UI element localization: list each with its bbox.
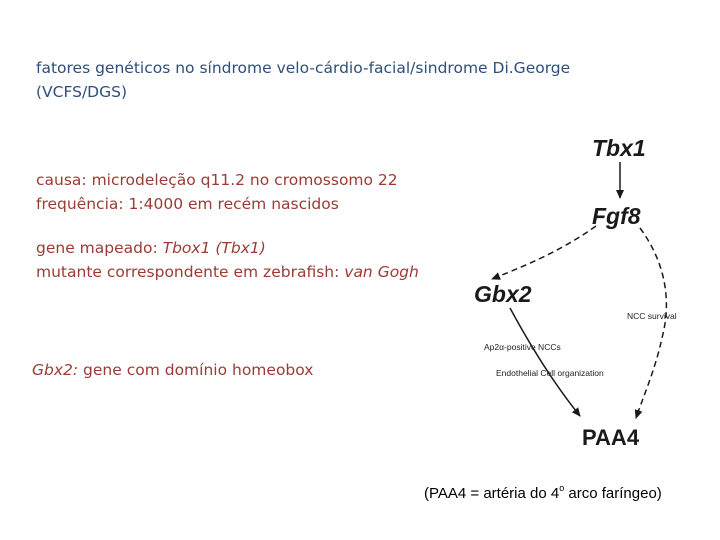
caption — [424, 484, 662, 502]
node-fgf8: Fgf8 — [592, 203, 641, 229]
title-line-2: (VCFS/DGS) — [36, 83, 128, 101]
node-tbx1: Tbx1 — [592, 135, 646, 161]
caption-superscript: o — [559, 483, 565, 493]
gbx2-name: Gbx2: — [32, 361, 79, 379]
label-endothelial: Endothelial Cell organization — [496, 368, 604, 378]
gene-prefix: gene mapeado: — [36, 239, 163, 257]
node-gbx2: Gbx2 — [474, 281, 532, 307]
label-ncc-survival: NCC survival — [627, 311, 677, 321]
caption-suffix: arco faríngeo) — [564, 485, 662, 502]
caption-prefix: (PAA4 = artéria do 4 — [424, 485, 560, 502]
gbx2-description: gene com domínio homeobox — [78, 361, 314, 379]
gene-name: Tbox1 (Tbx1) — [162, 239, 266, 257]
mutant-prefix: mutante correspondente em zebrafish: — [36, 263, 345, 281]
arrow-fgf8-paa4 — [636, 228, 666, 418]
title-line-1: fatores genéticos no síndrome velo-cárdio-facial/sindrome Di.George — [36, 59, 571, 77]
arrow-gbx2-paa4 — [510, 308, 580, 416]
mutant-name: van Gogh — [344, 263, 419, 281]
arrow-fgf8-gbx2 — [492, 226, 596, 279]
cause-text: causa: microdeleção q11.2 no cromossomo 22 — [36, 171, 398, 189]
frequency-text: frequência: 1:4000 em recém nascidos — [36, 195, 339, 213]
node-paa4: PAA4 — [582, 425, 640, 450]
label-ap2-ncc: Ap2α-positive NCCs — [484, 342, 561, 352]
